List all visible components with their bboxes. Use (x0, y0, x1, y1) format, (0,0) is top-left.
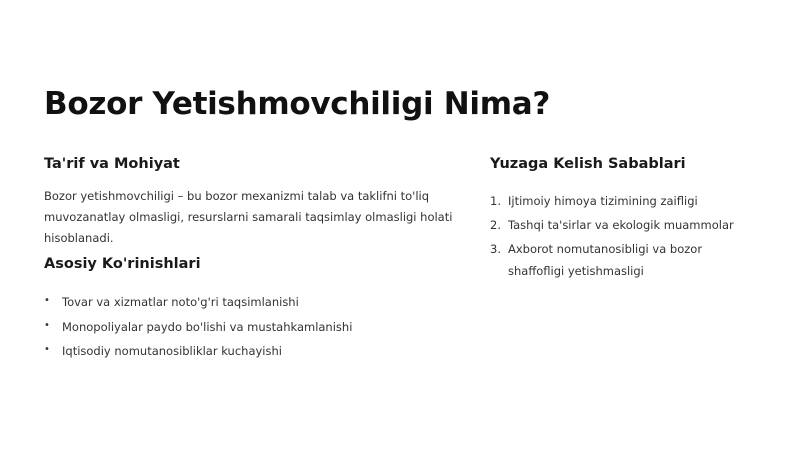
list-item (44, 315, 464, 340)
definition-text: Bozor yetishmovchiligi – bu bozor mexanizmi talab va taklifni to'liq muvozanatlay olmasligi, resurslarni samarali taqsimlay olmasligi holati hisoblanadi. (44, 189, 453, 245)
list-number: 1. (490, 194, 501, 208)
list-item-text: Iqtisodiy nomutanosibliklar kuchayishi (62, 344, 282, 358)
list-item (490, 238, 760, 282)
list-item-text: Axborot nomutanosibligi va bozor shaffofligi yetishmasligi (508, 242, 703, 278)
list-item (44, 339, 464, 364)
left-column (44, 156, 464, 364)
manifestations-list (44, 290, 464, 364)
definition-heading: Ta'rif va Mohiyat (44, 156, 180, 172)
manifestations-heading: Asosiy Ko'rinishlari (44, 256, 201, 272)
list-item (490, 190, 760, 212)
list-item (490, 214, 760, 236)
list-item (44, 290, 464, 315)
list-item-text: Tovar va xizmatlar noto'g'ri taqsimlanishi (62, 295, 299, 309)
list-number: 2. (490, 218, 501, 232)
list-number: 3. (490, 242, 501, 256)
list-item-text: Ijtimoiy himoya tizimining zaifligi (508, 194, 698, 208)
bullet-icon: • (44, 319, 50, 331)
causes-list (490, 190, 760, 282)
page-title: Bozor Yetishmovchiligi Nima? (44, 86, 551, 122)
list-item-text: Monopoliyalar paydo bo'lishi va mustahkamlanishi (62, 319, 353, 334)
bullet-icon: • (44, 344, 50, 355)
right-column (490, 156, 760, 284)
causes-heading: Yuzaga Kelish Sabablari (490, 156, 686, 172)
list-item-text: Tashqi ta'sirlar va ekologik muammolar (508, 218, 734, 232)
bullet-icon: • (44, 295, 50, 306)
